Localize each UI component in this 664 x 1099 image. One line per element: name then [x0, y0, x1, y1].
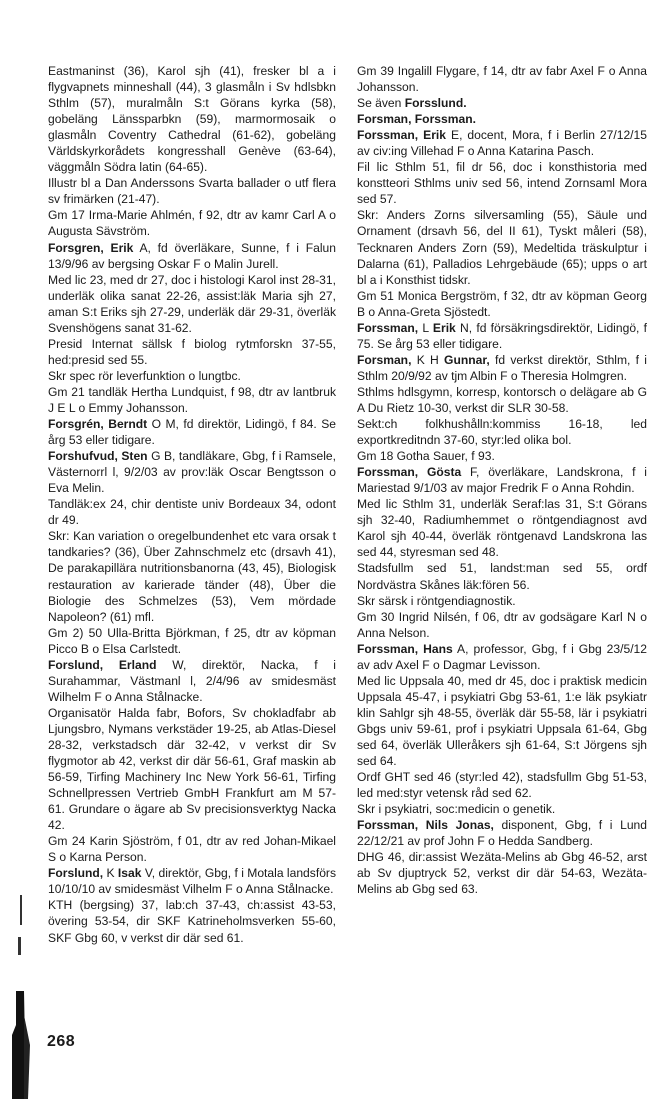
left-column-entry: Med lic 23, med dr 27, doc i histologi Karol inst 28-31, underläk olika sanat 22-26, assist:läk Maria sjh 27, aman S:t Eriks sjh 27-29, underläk där 29-31, överläk Svenshögens sanat 31-62.: [48, 272, 336, 335]
page-number: 268: [47, 1033, 76, 1050]
left-column-entry: Organisatör Halda fabr, Bofors, Sv chokladfabr ab Ljungsbro, Nymans verkstäder 19-25, ab Atlas-Diesel 28-32, verkstadsch där 32-42, v verkst dir Sv flygmotor ab 42, verkst dir där 56-61, Graf maskin ab 56-59, Tirfing Machinery Inc New York 56-61, Tirfing Schnellpressen Vertrieb GmbH Frankfurt am M 57-61. Grundare o ägare ab Sv precisionsverktyg Nacka 42.: [48, 705, 336, 833]
right-column-entry: Stadsfullm sed 51, landst:man sed 55, ordf Nordvästra Skånes läk:fören 56.: [357, 561, 647, 592]
left-column-entry: Gm 21 tandläk Hertha Lundquist, f 98, dtr av lantbruk J E L o Emmy Johansson.: [48, 384, 336, 415]
right-column-entry: Forsman, K H Gunnar, fd verkst direktör, Sthlm, f i Sthlm 20/9/92 av tjm Albin F o Theresia Holmgren.: [357, 352, 647, 383]
left-column-entry: Tandläk:ex 24, chir dentiste univ Bordeaux 34, odont dr 49.: [48, 497, 336, 528]
right-column-entry: Sthlms hdlsgymn, korresp, kontorsch o delägare ab G A Du Rietz 10-30, verkst dir SLR 30-58.: [357, 384, 647, 415]
left-column-entry: Forslund, K Isak V, direktör, Gbg, f i Motala landsförs 10/10/10 av smidesmäst Vilhelm F o Anna Stålnacke.: [48, 866, 336, 897]
left-column-entry: Forsgrén, Berndt O M, fd direktör, Lidingö, f 84. Se årg 53 eller tidigare.: [48, 417, 336, 448]
left-column-entry: Illustr bl a Dan Anderssons Svarta ballader o utf flera sv frimärken (21-47).: [48, 176, 336, 207]
right-column-entry: Ordf GHT sed 46 (styr:led 42), stadsfullm Gbg 51-53, led med:styr vetensk råd sed 62.: [357, 770, 647, 801]
right-column-entry: DHG 46, dir:assist Wezäta-Melins ab Gbg 46-52, arst ab Sv djuptryck 52, verkst dir där 54-63, Wezäta-Melins ab Gbg sed 63.: [357, 850, 647, 897]
right-column-entry: Med lic Sthlm 31, underläk Seraf:las 31, S:t Görans sjh 32-40, Radiumhemmet o röntgendiagnost avd Karol sjh 40-44, överläk röntgenavd Landskrona las sed 44, styresman sed 48.: [357, 497, 647, 560]
right-column-entry: Fil lic Sthlm 51, fil dr 56, doc i konsthistoria med konstteori Sthlms univ sed 56, intend Zornsaml Mora sed 57.: [357, 160, 647, 207]
left-column-entry: Gm 17 Irma-Marie Ahlmén, f 92, dtr av kamr Carl A o Augusta Sävström.: [48, 208, 336, 239]
right-column: [357, 63, 647, 897]
right-column-entry: Sekt:ch folkhushålln:kommiss 16-18, led exportkreditndn 37-60, styr:led olika bol.: [357, 417, 647, 448]
right-column-entry: Gm 39 Ingalill Flygare, f 14, dtr av fabr Axel F o Anna Johansson.: [357, 64, 647, 95]
right-column-entry: Gm 51 Monica Bergström, f 32, dtr av köpman Georg B o Anna-Greta Sjöstedt.: [357, 288, 647, 319]
right-column-entry: Forssman, Nils Jonas, disponent, Gbg, f i Lund 22/12/21 av prof John F o Hedda Sandberg.: [357, 818, 648, 849]
left-column-entry: Eastmaninst (36), Karol sjh (41), fresker bl a i flygvapnets minneshall (44), 3 glasmåln i Sv hdlsbkn Sthlm (57), muralmåln S:t Görans kyrka (58), gobeläng Länssparbkn (59), marmormosaik o glasmåln Coventry Cathedral (61-62), gobeläng Världskyrkorådets kongresshall Genève (63-64), väggmåln Södra latin (64-65).: [48, 64, 336, 175]
left-column-entry: Skr: Kan variation o oregelbundenhet etc vara orsak t tandkaries? (36), Über Zahnschmelz etc (drsavh 41), De parakapillära nutritionsbanorna (43, 45), Biologisk restauration av karierade tänder (48), Über die Biologie des Schmelzes (53), Vem mördade Napoleon? (61) mfl.: [48, 529, 336, 624]
right-column-entry: Gm 18 Gotha Sauer, f 93.: [357, 449, 495, 464]
left-column: [48, 63, 336, 946]
right-column-entry: Gm 30 Ingrid Nilsén, f 06, dtr av godsägare Karl N o Anna Nelson.: [357, 609, 647, 640]
binding-edge-mark: [12, 895, 34, 1099]
right-column-entry: Se även Forsslund.: [357, 96, 467, 111]
right-column-entry: Forsman, Forssman.: [357, 112, 476, 127]
left-column-entry: Forshufvud, Sten G B, tandläkare, Gbg, f i Ramsele, Västernorrl l, 9/2/03 av prov:läk Oscar Bengtsson o Eva Melin.: [48, 449, 337, 496]
right-column-entry: Forssman, Hans A, professor, Gbg, f i Gbg 23/5/12 av adv Axel F o Dagmar Levisson.: [357, 641, 648, 672]
right-column-entry: Med lic Uppsala 40, med dr 45, doc i praktisk medicin Uppsala 45-47, i psykiatri Gbg 53-61, 1:e läk psykiatr klin Sahlgr sjh 48-55, överläk där 55-58, lär i psykiatri Gbgs univ 59-61, prof i psykiatri Uppsala 61-64, Gbg sed 64, överläk Ulleråkers sjh 61-64, S:t Jörgens sjh sed 64.: [357, 673, 647, 769]
right-column-entry: Forssman, L Erik N, fd försäkringsdirektör, Lidingö, f 75. Se årg 53 eller tidigare.: [357, 320, 648, 351]
left-column-entry: Presid Internat sällsk f biolog rytmforskn 37-55, hed:presid sed 55.: [48, 336, 336, 367]
left-column-entry: Forslund, Erland W, direktör, Nacka, f i Surahammar, Västmanl l, 2/4/96 av smidesmäst Wilhelm F o Anna Stålnacke.: [48, 657, 336, 704]
left-column-entry: Gm 2) 50 Ulla-Britta Björkman, f 25, dtr av köpman Picco B o Elsa Carlstedt.: [48, 625, 336, 656]
right-column-entry: Forssman, Gösta F, överläkare, Landskrona, f i Mariestad 9/1/03 av major Fredrik F o Anna Rohdin.: [357, 465, 647, 496]
left-column-entry: Forsgren, Erik A, fd överläkare, Sunne, f i Falun 13/9/96 av bergsing Oskar F o Malin Jurell.: [48, 240, 336, 271]
right-column-entry: Skr särsk i röntgendiagnostik.: [357, 593, 516, 608]
right-column-entry: Skr: Anders Zorns silversamling (55), Säule und Ornament (drsavh 56, del II 61), Tyskt måleri (58), Tecknaren Anders Zorn (59), Medeltida träskulptur i Dalarna (61), Palladios Lehrgebäude (65); upps o art bl a i Konsthist tidskr.: [357, 208, 647, 287]
left-column-entry: KTH (bergsing) 37, lab:ch 37-43, ch:assist 43-53, övering 53-54, dir SKF Katrineholmsverken 55-60, SKF Gbg 60, v verkst dir där sed 61.: [48, 898, 336, 945]
right-column-entry: Forssman, Erik E, docent, Mora, f i Berlin 27/12/15 av civ:ing Villehad F o Anna Katarina Pasch.: [357, 128, 647, 159]
right-column-entry: Skr i psykiatri, soc:medicin o genetik.: [357, 802, 556, 817]
left-column-entry: Gm 24 Karin Sjöström, f 01, dtr av red Johan-Mikael S o Karna Person.: [48, 834, 336, 865]
left-column-entry: Skr spec rör leverfunktion o lungtbc.: [48, 368, 241, 383]
